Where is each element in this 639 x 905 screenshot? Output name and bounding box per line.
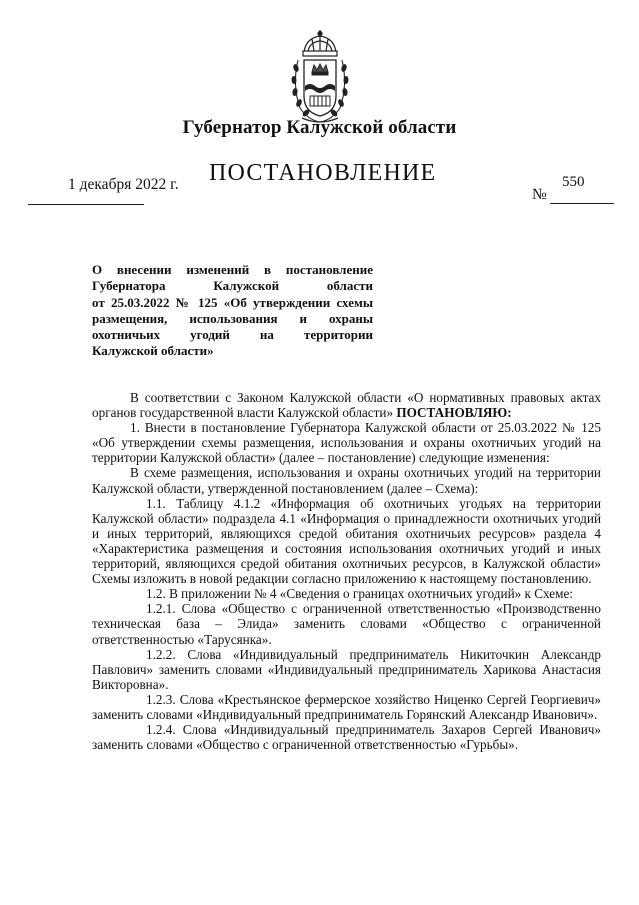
clause-1-2-3: 1.2.3. Слова «Крестьянское фермерское хозяйство Ниценко Сергей Георгиевич» заменить словами «Индивидуальный предприниматель Горянский Александр Иванович». (92, 691, 601, 722)
title-line: размещения, использования и охраны (92, 310, 373, 326)
clause-1: 1. Внести в постановление Губернатора Калужской области от 25.03.2022 № 125 «Об утверждении схемы размещения, использования и охраны охотничьих угодий на территории Калужской области» (далее – постановление) следующие изменения: (92, 420, 601, 466)
clause-scheme-intro: В схеме размещения, использования и охраны охотничьих угодий на территории Калужской области, утвержденной постановлением (далее – Схема): (92, 465, 601, 496)
title-line: Губернатора Калужской области (92, 278, 373, 294)
preamble-text: В соответствии с Законом Калужской области «О нормативных правовых актах органов государственной власти Калужской области» (92, 390, 601, 421)
document-date: 1 декабря 2022 г. (68, 176, 179, 193)
clause-1-2: 1.2. В приложении № 4 «Сведения о границах охотничьих угодий» к Схеме: (146, 586, 574, 602)
title-line: охотничьих угодий на территории (92, 327, 373, 343)
title-line: Калужской области» (92, 343, 214, 359)
document-body (92, 390, 601, 752)
coat-of-arms-emblem (290, 30, 350, 128)
preamble-paragraph (92, 390, 601, 420)
document-title (92, 262, 373, 360)
clause-1-2-4: 1.2.4. Слова «Индивидуальный предприниматель Захаров Сергей Иванович» заменить словами «Общество с ограниченной ответственностью «Гурьбы». (92, 722, 601, 753)
title-line: от 25.03.2022 № 125 «Об утверждении схемы (92, 294, 373, 310)
clause-1-2-1: 1.2.1. Слова «Общество с ограниченной ответственностью «Производственно техническая база – Элида» заменить словами «Общество с ограниченной ответственностью «Тарусянка». (92, 601, 601, 647)
date-underline (28, 204, 144, 205)
number-underline (550, 203, 614, 204)
document-number: 550 (562, 174, 585, 190)
title-line: О внесении изменений в постановление (92, 262, 373, 277)
number-sign: № (532, 186, 547, 203)
document-type: ПОСТАНОВЛЕНИЕ (209, 160, 437, 186)
clause-1-2-2: 1.2.2. Слова «Индивидуальный предприниматель Никиточкин Александр Павлович» заменить словами «Индивидуальный предприниматель Харикова Анастасия Викторовна». (92, 646, 601, 692)
issuing-authority: Губернатор Калужской области (182, 117, 457, 138)
resolution-keyword: ПОСТАНОВЛЯЮ: (396, 405, 512, 421)
clause-1-1: 1.1. Таблицу 4.1.2 «Информация об охотничьих угодьях на территории Калужской области» подраздела 4.1 «Информация о принадлежности охотничьих угодий и иных территорий, являющихся средой обитания охотничьих ресурсов» раздела 4 «Характеристика размещения и состояния использования охотничьих угодий и иных территорий, являющихся средой обитания охотничьих ресурсов, в Калужской области» Схемы изложить в новой редакции согласно приложению к настоящему постановлению. (92, 495, 601, 587)
